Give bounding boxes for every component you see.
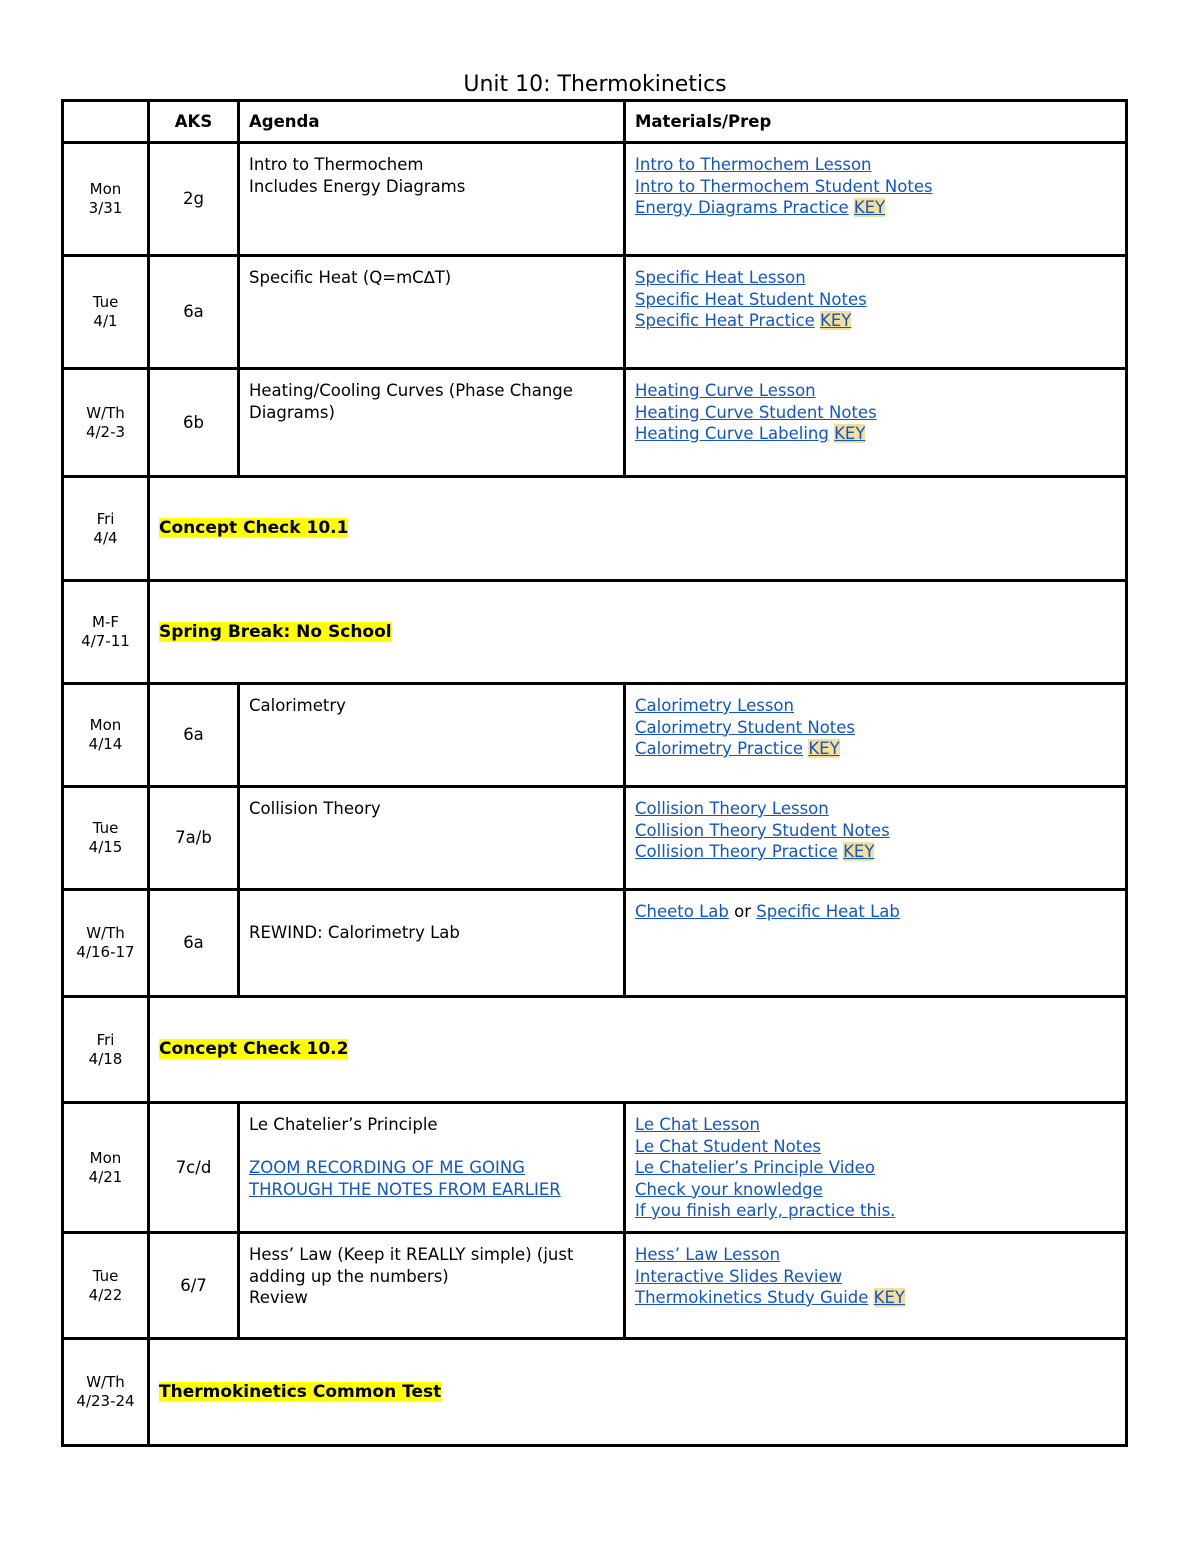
material-link[interactable]: Thermokinetics Study Guide: [635, 1288, 869, 1307]
header-row: [63, 101, 1127, 143]
key-link[interactable]: KEY: [820, 311, 852, 330]
table-row: [63, 1233, 1127, 1339]
event-cell: [149, 997, 1127, 1103]
agenda-cell: Collision Theory: [239, 787, 625, 890]
date-cell: Mon 4/21: [63, 1103, 149, 1233]
agenda-cell: Specific Heat (Q=mC∆T): [239, 256, 625, 369]
agenda-cell: Hess’ Law (Keep it REALLY simple) (just adding up the numbers) Review: [239, 1233, 625, 1339]
material-link[interactable]: Interactive Slides Review: [635, 1266, 843, 1286]
date-cell: Tue 4/22: [63, 1233, 149, 1339]
material-link[interactable]: Calorimetry Practice: [635, 739, 804, 758]
table-row: [63, 1103, 1127, 1233]
material-link[interactable]: Heating Curve Labeling: [635, 424, 829, 443]
material-link[interactable]: Intro to Thermochem Student Notes: [635, 176, 933, 196]
cheeto-lab-link[interactable]: Cheeto Lab: [635, 902, 729, 921]
material-link[interactable]: Le Chatelier’s Principle Video: [635, 1158, 876, 1177]
material-link[interactable]: Energy Diagrams Practice: [635, 198, 849, 217]
table-row: [63, 256, 1127, 369]
material-link[interactable]: If you finish early, practice this.: [635, 1201, 896, 1220]
aks-cell: 6a: [149, 256, 239, 369]
event-row: [63, 997, 1127, 1103]
header-aks: AKS: [149, 101, 239, 143]
header-agenda: Agenda: [239, 101, 625, 143]
page-title: Unit 10: Thermokinetics: [463, 72, 727, 97]
key-link[interactable]: KEY: [843, 842, 875, 861]
event-row: [63, 1339, 1127, 1446]
event-row: [63, 581, 1127, 684]
material-link[interactable]: Collision Theory Lesson: [635, 799, 829, 818]
event-label: Concept Check 10.2: [159, 1039, 349, 1060]
event-label: Thermokinetics Common Test: [159, 1381, 442, 1402]
material-link[interactable]: Heating Curve Student Notes: [635, 402, 877, 422]
materials-cell: [625, 143, 1127, 256]
table-row: [63, 369, 1127, 477]
agenda-cell: Intro to Thermochem Includes Energy Diagrams: [239, 143, 625, 256]
date-cell: W/Th 4/23-24: [63, 1339, 149, 1446]
table-row: [63, 890, 1127, 997]
key-link[interactable]: KEY: [834, 424, 866, 443]
aks-cell: 6b: [149, 369, 239, 477]
date-cell: W/Th 4/16-17: [63, 890, 149, 997]
material-link[interactable]: Specific Heat Practice: [635, 311, 815, 330]
material-link[interactable]: Collision Theory Student Notes: [635, 820, 890, 840]
materials-cell: [625, 1233, 1127, 1339]
schedule-table: [61, 99, 1128, 1447]
key-link[interactable]: KEY: [853, 198, 886, 217]
material-link[interactable]: Calorimetry Student Notes: [635, 717, 856, 737]
table-row: [63, 143, 1127, 256]
date-cell: Tue 4/1: [63, 256, 149, 369]
materials-cell: [625, 684, 1127, 787]
zoom-recording-link[interactable]: ZOOM RECORDING OF ME GOING: [249, 1158, 525, 1177]
material-link[interactable]: Heating Curve Lesson: [635, 381, 816, 400]
materials-cell: [625, 1103, 1127, 1233]
materials-cell: Cheeto Lab or Specific Heat Lab: [625, 890, 1127, 997]
header-materials: Materials/Prep: [625, 101, 1127, 143]
date-cell: Fri 4/4: [63, 477, 149, 581]
event-label: Concept Check 10.1: [159, 518, 349, 539]
event-label: Spring Break: No School: [159, 621, 392, 642]
material-link[interactable]: Hess’ Law Lesson: [635, 1245, 781, 1264]
event-cell: [149, 1339, 1127, 1446]
key-link[interactable]: KEY: [808, 739, 840, 758]
date-cell: M-F 4/7-11: [63, 581, 149, 684]
date-cell: Mon 4/14: [63, 684, 149, 787]
material-link[interactable]: Specific Heat Student Notes: [635, 289, 867, 309]
material-link[interactable]: Specific Heat Lesson: [635, 268, 806, 287]
table-row: [63, 787, 1127, 890]
date-cell: Fri 4/18: [63, 997, 149, 1103]
date-cell: W/Th 4/2-3: [63, 369, 149, 477]
table-row: [63, 684, 1127, 787]
material-link[interactable]: Intro to Thermochem Lesson: [635, 155, 872, 174]
materials-cell: [625, 787, 1127, 890]
event-cell: [149, 477, 1127, 581]
agenda-cell: Le Chatelier’s Principle ZOOM RECORDING OF ME GOING THROUGH THE NOTES FROM EARLIER: [239, 1103, 625, 1233]
material-link[interactable]: Calorimetry Lesson: [635, 696, 794, 715]
date-cell: Mon 3/31: [63, 143, 149, 256]
material-link[interactable]: Collision Theory Practice: [635, 842, 838, 861]
agenda-cell: REWIND: Calorimetry Lab: [239, 890, 625, 997]
material-link[interactable]: Le Chat Student Notes: [635, 1136, 821, 1156]
aks-cell: 7a/b: [149, 787, 239, 890]
event-row: [63, 477, 1127, 581]
aks-cell: 6a: [149, 684, 239, 787]
material-link[interactable]: Check your knowledge: [635, 1179, 823, 1199]
materials-cell: [625, 256, 1127, 369]
key-link[interactable]: KEY: [873, 1288, 905, 1307]
aks-cell: 6/7: [149, 1233, 239, 1339]
event-cell: [149, 581, 1127, 684]
specific-heat-lab-link[interactable]: Specific Heat Lab: [756, 902, 900, 921]
zoom-recording-link[interactable]: THROUGH THE NOTES FROM EARLIER: [249, 1179, 561, 1199]
agenda-cell: Heating/Cooling Curves (Phase Change Diagrams): [239, 369, 625, 477]
aks-cell: 7c/d: [149, 1103, 239, 1233]
aks-cell: 2g: [149, 143, 239, 256]
agenda-cell: Calorimetry: [239, 684, 625, 787]
material-link[interactable]: Le Chat Lesson: [635, 1115, 760, 1134]
header-date: [63, 101, 149, 143]
date-cell: Tue 4/15: [63, 787, 149, 890]
materials-cell: [625, 369, 1127, 477]
aks-cell: 6a: [149, 890, 239, 997]
